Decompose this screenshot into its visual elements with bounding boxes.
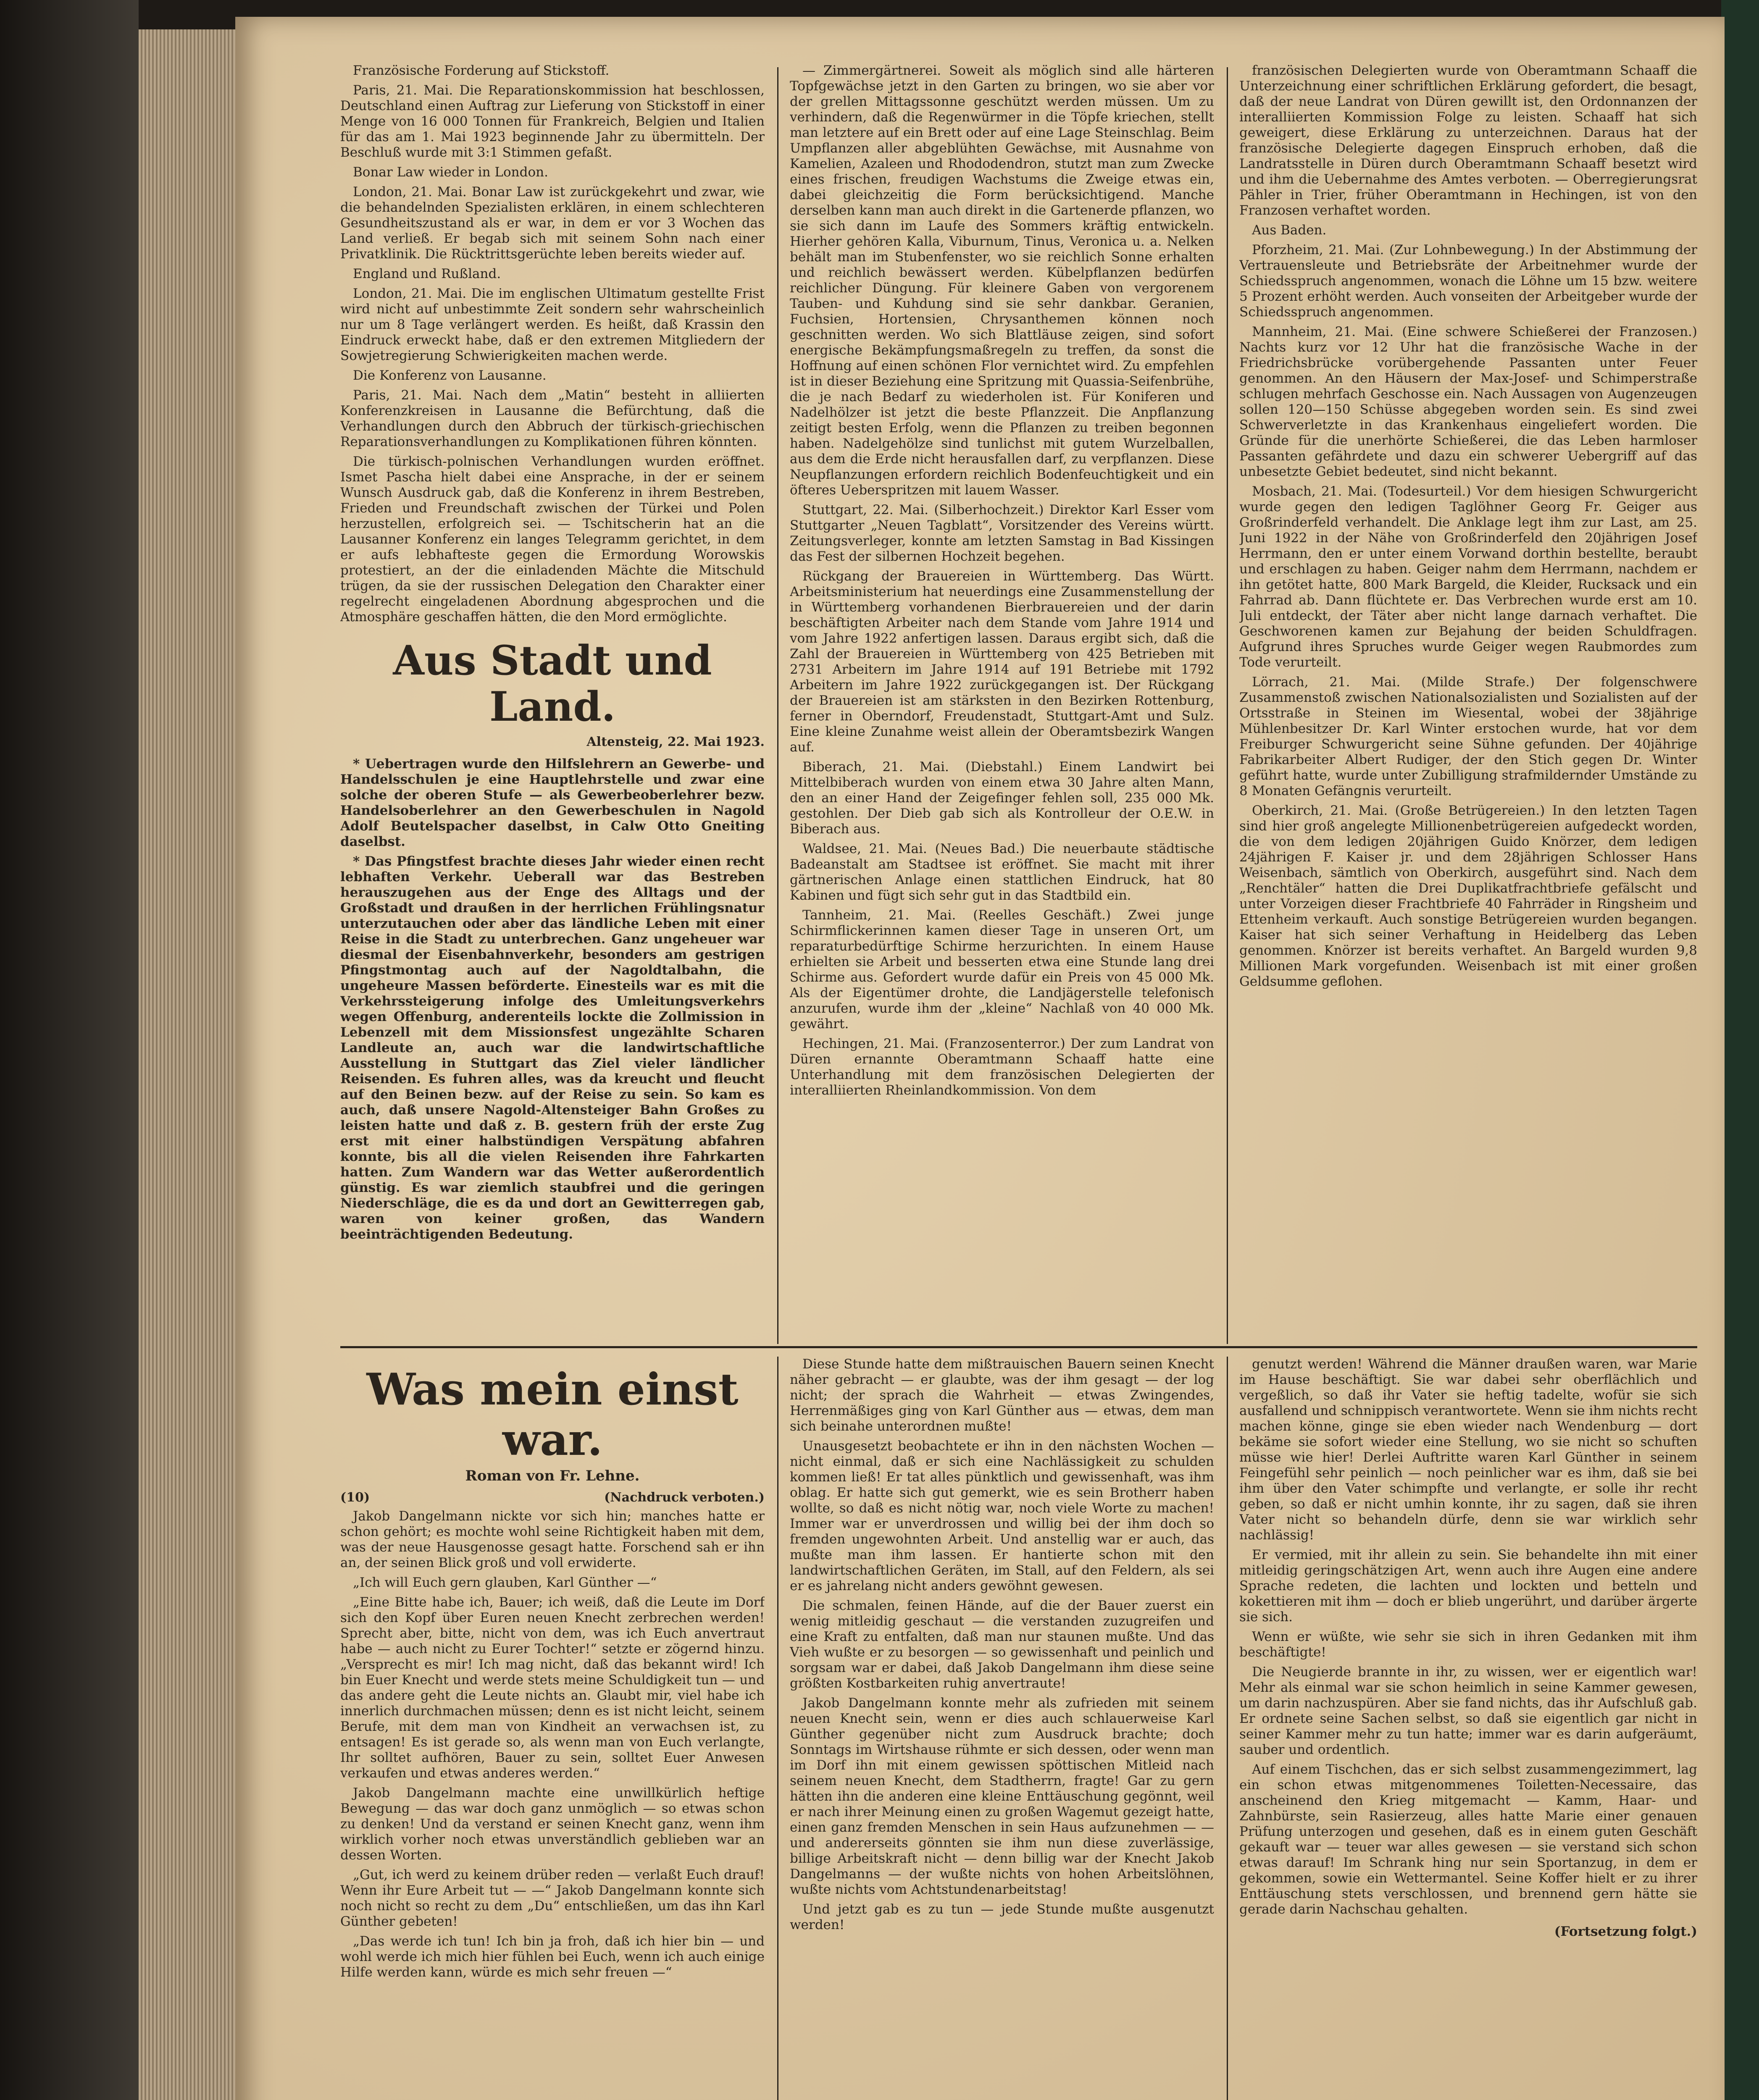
novel-author: Roman von Fr. Lehne. <box>465 1467 640 1484</box>
dateline: Altensteig, 22. Mai 1923. <box>586 735 765 749</box>
novel-paragraph: „Ich will Euch gern glauben, Karl Günther —“ <box>353 1575 657 1590</box>
column-3 <box>1239 63 1697 1340</box>
article-paragraph: Mannheim, 21. Mai. (Eine schwere Schießerei der Franzosen.) Nachts kurz vor 12 Uhr hat die französische Wache in der Friedrichsbrücke vorübergehende Passanten unter Feuer genommen. An den Häusern der Max-Josef- und Schimperstraße schlugen mehrfach Geschosse ein. Nach Aussagen von Augenzeugen sollen 120—150 Schüsse abgegeben worden sein. Es sind zwei Schwerverletzte in das Krankenhaus eingeliefert worden. Die Gründe für die unerhörte Schießerei, die das Leben harmloser Passanten gefährdete und dazu ein schwerer Uebergriff auf das unbesetzte Gebiet bedeutet, sind nicht bekannt. <box>1239 324 1697 479</box>
article-paragraph: * Uebertragen wurde den Hilfslehrern an Gewerbe- und Handelsschulen je eine Hauptlehrstelle und zwar eine solche der oberen Stufe — als Gewerbeoberlehrer bezw. Handelsoberlehrer an den Gewerbeschulen in Nagold Adolf Beutelspacher daselbst, in Calw Otto Gneiting daselbst. <box>340 756 765 849</box>
article-paragraph: Oberkirch, 21. Mai. (Große Betrügereien.) In den letzten Tagen sind hier groß angelegte Millionenbetrügereien aufgedeckt worden, die von dem ledigen 20jährigen Guido Knörzer, dem ledigen 24jährigen F. Kaiser jr. und dem 28jährigen Schlosser Hans Weisenbach, sämtlich von Oberkirch, ausgeführt sind. Nach dem „Renchtäler“ hatten die Drei Duplikatfrachtbriefe gefälscht und unter Vorzeigen dieser Frachtbriefe 40 Fahrräder in Ringsheim und Ettenheim verkauft. Auch sonstige Betrügereien wurden begangen. Kaiser hat sich seiner Verhaftung in Heidelberg das Leben genommen. Knörzer ist bereits verhaftet. An Bargeld wurden 9,8 Millionen Mark vorgefunden. Weisenbach ist mit einer großen Geldsumme geflohen. <box>1239 803 1697 989</box>
novel-paragraph: Diese Stunde hatte dem mißtrauischen Bauern seinen Knecht näher gebracht — er glaubte, was der ihm gesagt — der log nicht; der sprach die Wahrheit — etwas Zwingendes, Herrenmäßiges ging von Karl Günther aus — etwas, dem man sich beinahe unterordnen mußte! <box>790 1357 1214 1434</box>
novel-paragraph: Jakob Dangelmann nickte vor sich hin; manches hatte er schon gehört; es mochte wohl seine Richtigkeit haben mit dem, was der neue Hausgenosse gesagt hatte. Forschend sah er ihn an, der seinen Blick groß und voll erwiderte. <box>340 1509 765 1570</box>
novel-paragraph: Unausgesetzt beobachtete er ihn in den nächsten Wochen — nicht einmal, daß er sich eine Nachlässigkeit zu schulden kommen ließ! Er tat alles pünktlich und gewissenhaft, was ihm oblag. Er hatte sich gut gemerkt, wie es sein Brotherr haben wollte, so daß es nicht nötig war, noch viele Worte zu machen! Immer war er unverdrossen und willig bei der ihm doch so fremden ungewohnten Arbeit. Und anstellig war er auch, das mußte man ihm lassen. Er hantierte schon mit den landwirtschaftlichen Geräten, im Stall, auf den Feldern, als sei er es jahrelang nicht anders gewöhnt gewesen. <box>790 1438 1214 1593</box>
continuation-note: (Fortsetzung folgt.) <box>1554 1924 1697 1939</box>
novel-body-1 <box>340 1509 765 1980</box>
novel-body-3 <box>1239 1357 1697 1917</box>
article-paragraph: — Zimmergärtnerei. Soweit als möglich sind alle härteren Topfgewächse jetzt in den Garten zu bringen, wo sie aber vor der grellen Mittagssonne geschützt werden müssen. Um zu verhindern, daß die Regenwürmer in die Töpfe kriechen, stellt man letztere auf ein Brett oder auf eine Lage Steinschlag. Beim Umpflanzen aller abgeblühten Gewächse, mit Ausnahme von Kamelien, Azaleen und Rhododendron, stutzt man zum Zwecke eines frischen, freudigen Wachstums die Zweige etwas ein, dabei gleichzeitig die Form berücksichtigend. Manche derselben kann man auch direkt in die Gartenerde pflanzen, wo sie sich dann im Laufe des Sommers kräftig entwickeln. Hierher gehören Kalla, Viburnum, Tinus, Veronica u. a. Nelken behält man im Stubenfenster, wo sie reichlich Sonne erhalten und reichlich bewässert werden. Kübelpflanzen bedürfen reichlicher Düngung. Für kleinere Gaben von vergorenem Tauben- und Kuhdung sind sie sehr dankbar. Geranien, Fuchsien, Hortensien, Chrysanthemen können noch geschnitten werden. Wo sich Blattläuse zeigen, sind sofort energische Bekämpfungsmaßregeln zu treffen, da sonst die Hoffnung auf einen schönen Flor vernichtet wird. Zu empfehlen ist in dieser Beziehung eine Spritzung mit Quassia-Seifenbrühe, die je nach Bedarf zu wiederholen ist. Für Koniferen und Nadelhölzer ist jetzt die beste Pflanzzeit. Die Anpflanzung zeitigt besten Erfolg, wenn die Pflanzen zu treiben begonnen haben. Nadelgehölze sind tunlichst mit gutem Wurzelballen, aus dem die Erde nicht herausfallen darf, zu verpflanzen. Diese Neupflanzungen erfordern reichlich Bodenfeuchtigkeit und ein öfteres Ueberspritzen mit lauem Wasser. <box>790 63 1214 498</box>
book-binding <box>0 0 139 2100</box>
article-paragraph: französischen Delegierten wurde von Oberamtmann Schaaff die Unterzeichnung einer schriftlichen Erklärung gefordert, die besagt, daß der neue Landrat von Düren gewillt ist, den Ordonnanzen der interalliierten Kommission Folge zu leisten. Schaaff hat sich geweigert, diese Erklärung zu unterzeichnen. Daraus hat der französische Delegierte dagegen Einspruch erhoben, daß die Landratsstelle in Düren durch Oberamtmann Schaaff besetzt wird und ihm die Uebernahme des Amtes verboten. — Oberregierungsrat Pähler in Trier, früher Oberamtmann in Hechingen, ist von den Franzosen verhaftet worden. <box>1239 63 1697 218</box>
column-divider <box>777 1357 778 2100</box>
novel-meta <box>340 1490 765 1505</box>
column-1 <box>340 63 765 1340</box>
novel-paragraph: Und jetzt gab es zu tun — jede Stunde mußte ausgenutzt werden! <box>790 1902 1214 1932</box>
novel-column-3 <box>1239 1357 1697 2100</box>
article-paragraph: Bonar Law wieder in London. <box>353 165 548 180</box>
newspaper-page <box>235 17 1725 2100</box>
novel-paragraph: genutzt werden! Während die Männer draußen waren, war Marie im Hause beschäftigt. Sie war dabei sehr oberflächlich und vergeßlich, so daß ihr Vater sie heftig tadelte, wofür sie sich ausfallend und schnippisch verantwortete. Wenn sie ihm nichts recht machen könne, ginge sie eben wieder nach Wendenburg — dort bekäme sie sofort wieder eine Stellung, wo sie nicht so schuften müsse wie hier! Derlei Auftritte waren Karl Günther in seinem Feingefühl sehr peinlich — noch peinlicher war es ihm, daß sie bei ihm über den Vater schimpfte und verlangte, er solle ihr recht geben, so daß er nicht umhin konnte, ihr zu sagen, daß sie ihren Vater nicht so behandeln dürfe, denn sie war wirklich sehr nachlässig! <box>1239 1357 1697 1543</box>
horizontal-rule <box>340 1346 1697 1348</box>
novel-paragraph: Wenn er wüßte, wie sehr sie sich in ihren Gedanken mit ihm beschäftigte! <box>1239 1629 1697 1660</box>
article-paragraph: Stuttgart, 22. Mai. (Silberhochzeit.) Direktor Karl Esser vom Stuttgarter „Neuen Tagblatt“, Vorsitzender des Vereins württ. Zeitungsverleger, konnte am letzten Samstag in Bad Kissingen das Fest der silbernen Hochzeit begehen. <box>790 502 1214 564</box>
section-title-local: Aus Stadt und Land. <box>393 637 712 730</box>
article-paragraph: Waldsee, 21. Mai. (Neues Bad.) Die neuerbaute städtische Badeanstalt am Stadtsee ist eröffnet. Sie macht mit ihrer gärtnerischen Anlage einen stattlichen Eindruck, hat 80 Kabinen und fügt sich sehr gut in das Stadtbild ein. <box>790 841 1214 903</box>
article-paragraph: Paris, 21. Mai. Die Reparationskommission hat beschlossen, Deutschland einen Auftrag zur Lieferung von Stickstoff in einer Menge von 16 000 Tonnen für Frankreich, Belgien und Italien für das am 1. Mai 1923 beginnende Jahr zu übermitteln. Der Beschluß wurde mit 3:1 Stimmen gefaßt. <box>340 83 765 160</box>
article-paragraph: England und Rußland. <box>353 266 501 281</box>
novel-paragraph: Er vermied, mit ihr allein zu sein. Sie behandelte ihn mit einer mitleidig geringschätzigen Art, wenn auch ihre Augen eine andere Sprache redeten, die lachten und lockten und betteln und kokettieren mit ihm — doch er blieb ungerührt, und darüber ärgerte sie sich. <box>1239 1547 1697 1625</box>
adjacent-page-edge <box>1721 0 1759 2100</box>
article-paragraph: Die türkisch-polnischen Verhandlungen wurden eröffnet. Ismet Pascha hielt dabei eine Ansprache, in der er seinem Wunsch Ausdruck gab, daß die Konferenz in ihrem Bestreben, Frieden und Freundschaft zwischen der Türkei und Polen herzustellen, erfolgreich sei. — Tschitscherin hat an die Lausanner Konferenz ein langes Telegramm gerichtet, in dem er aufs lebhafteste gegen die Ermordung Worowskis protestiert, an der die einladenden Mächte die Mitschuld trügen, da sie der russischen Delegation den Charakter einer regelrecht eingeladenen Abordnung abgesprochen und die Atmosphäre geschaffen hätten, die den Mord ermöglichte. <box>340 454 765 625</box>
article-paragraph: London, 21. Mai. Die im englischen Ultimatum gestellte Frist wird nicht auf unbestimmte Zeit sondern sehr wahrscheinlich nur um 8 Tage verlängert werden. Es heißt, daß Krassin den Eindruck erweckt habe, daß er den extremen Mitgliedern der Sowjetregierung Schwierigkeiten machen werde. <box>340 286 765 363</box>
novel-paragraph: „Das werde ich tun! Ich bin ja froh, daß ich hier bin — und wohl werde ich mich hier fühlen bei Euch, wenn ich auch einige Hilfe werden kann, würde es mich sehr freuen —“ <box>340 1934 765 1980</box>
novel-paragraph: Jakob Dangelmann machte eine unwillkürlich heftige Bewegung — das war doch ganz unmöglich — so etwas schon zu denken! Und da verstand er seinen Knecht ganz, wenn ihm wirklich vorher noch etwas unverständlich geblieben war an dessen Worten. <box>340 1785 765 1863</box>
novel-paragraph: „Eine Bitte habe ich, Bauer; ich weiß, daß die Leute im Dorf sich den Kopf über Euren neuen Knecht zerbrechen werden! Sprecht aber, bitte, nicht von dem, was ich Euch anvertraut habe — auch nicht zu Eurer Tochter!“ setzte er zögernd hinzu. „Versprecht es mir! Ich mag nicht, daß das bekannt wird! Ich bin Euer Knecht und werde stets meine Schuldigkeit tun — und das andere geht die Leute nichts an. Glaubt mir, viel habe ich innerlich durchmachen müssen; denn es ist nicht leicht, seinem Berufe, mit dem man von Kindheit an verwachsen ist, zu entsagen! Es ist gerade so, als wenn man von Euch verlangte, Ihr solltet aufhören, Bauer zu sein, solltet Euer Anwesen verkaufen und etwas anderes werden.“ <box>340 1595 765 1781</box>
novel-paragraph: Die Neugierde brannte in ihr, zu wissen, wer er eigentlich war! Mehr als einmal war sie schon heimlich in seine Kammer gewesen, um darin nachzuspüren. Aber sie fand nichts, das ihr Aufschluß gab. Er ordnete seine Sachen selbst, so daß sie eigentlich gar nicht in seiner Kammer mehr zu tun hatte; immer war es darin aufgeräumt, sauber und ordentlich. <box>1239 1664 1697 1757</box>
column-divider <box>1227 1357 1228 2100</box>
article-paragraph: Hechingen, 21. Mai. (Franzosenterror.) Der zum Landrat von Düren ernannte Oberamtmann Schaaff hatte eine Unterhandlung mit dem französischen Delegierten der interalliierten Rheinlandkommission. Von dem <box>790 1036 1214 1098</box>
political-news <box>340 63 765 625</box>
novel-paragraph: Die schmalen, feinen Hände, auf die der Bauer zuerst ein wenig mitleidig geschaut — die verstanden zuzugreifen und eine Kraft zu entfalten, daß man nur staunen mußte. Und das Vieh wußte er zu besorgen — so gewissenhaft und peinlich und sorgsam war er dabei, daß Jakob Dangelmann ihm diese seine größten Kostbarkeiten ruhig anvertraute! <box>790 1598 1214 1691</box>
novel-column-1 <box>340 1357 765 2100</box>
article-paragraph: Mosbach, 21. Mai. (Todesurteil.) Vor dem hiesigen Schwurgericht wurde gegen den ledigen Taglöhner Georg Fr. Geiger aus Großrinderfeld verhandelt. Die Anklage legt ihm zur Last, am 25. Juni 1922 in der Nähe von Großrinderfeld den 20jährigen Josef Herrmann, den er unter einem Vorwand dorthin bestellte, beraubt und erschlagen zu haben. Geiger nahm dem Herrmann, nachdem er ihn getötet hatte, 800 Mark Bargeld, die Kleider, Rucksack und ein Fahrrad ab. Dann flüchtete er. Das Verbrechen wurde erst am 10. Juli entdeckt, der Täter aber nicht lange darnach verhaftet. Die Geschworenen kamen zur Bejahung der beiden Schuldfragen. Aufgrund ihres Spruches wurde Geiger wegen Raubmordes zum Tode verurteilt. <box>1239 484 1697 670</box>
novel-paragraph: „Gut, ich werd zu keinem drüber reden — verlaßt Euch drauf! Wenn ihr Eure Arbeit tut — —“ Jakob Dangelmann konnte sich noch nicht so recht zu dem „Du“ entschließen, um das ihn Karl Günther gebeten! <box>340 1867 765 1929</box>
column-2 <box>790 63 1214 1340</box>
article-paragraph: Aus Baden. <box>1252 223 1327 238</box>
novel-title: Was mein einst war. <box>366 1363 739 1465</box>
novel-column-2 <box>790 1357 1214 2100</box>
article-paragraph: Rückgang der Brauereien in Württemberg. Das Württ. Arbeitsministerium hat neuerdings eine Zusammenstellung der in Württemberg vorhandenen Bierbrauereien und der darin beschäftigten Arbeiter nach dem Stande vom Jahre 1914 und vom Jahre 1922 anfertigen lassen. Daraus ergibt sich, daß die Zahl der Brauereien in Württemberg von 425 Betrieben mit 2731 Arbeitern im Jahre 1914 auf 191 Betriebe mit 1792 Arbeitern im Jahre 1922 zurückgegangen ist. Der Rückgang der Brauereien ist am stärksten in den Bezirken Rottenburg, ferner in Oberndorf, Freudenstadt, Stuttgart-Amt und Sulz. Eine kleine Zunahme weist allein der Oberamtsbezirk Wangen auf. <box>790 569 1214 755</box>
reprint-note: (Nachdruck verboten.) <box>604 1490 765 1505</box>
article-paragraph: * Das Pfingstfest brachte dieses Jahr wieder einen recht lebhaften Verkehr. Ueberall war das Bestreben herauszugehen aus der Enge des Alltags und der Großstadt und draußen in der herrlichen Frühlingsnatur unterzutauchen oder aber das ländliche Leben mit einer Reise in die Stadt zu unterbrechen. Ganz ungeheuer war diesmal der Eisenbahnverkehr, besonders am gestrigen Pfingstmontag auch auf der Nagoldtalbahn, die ungeheure Massen beförderte. Einesteils war es mit die Verkehrssteigerung infolge des Umleitungsverkehrs wegen Offenburg, anderenteils lockte die Zollmission in Lebenzell mit dem Missionsfest ungezählte Scharen Landleute an, auch war die landwirtschaftliche Ausstellung in Stuttgart das Ziel vieler ländlicher Reisenden. Es fuhren alles, was da kreucht und fleucht auf den Beinen bezw. auf der Reise zu sein. So kam es auch, daß unsere Nagold-Altensteiger Bahn Großes zu leisten hatte und daß z. B. gestern früh der erste Zug erst mit einer halbstündigen Verspätung abfahren konnte, bis all die vielen Reisenden ihre Fahrkarten hatten. Zum Wandern war das Wetter außerordentlich günstig. Es war ziemlich staubfrei und die geringen Niederschläge, die es da und dort an Gewitterregen gab, waren von keiner großen, das Wandern beeinträchtigenden Bedeutung. <box>340 854 765 1242</box>
local-news <box>340 756 765 1242</box>
column-divider <box>777 67 778 1344</box>
article-paragraph: Lörrach, 21. Mai. (Milde Strafe.) Der folgenschwere Zusammenstoß zwischen Nationalsozialisten und Sozialisten auf der Ortsstraße in Steinen im Wiesental, wobei der 38jährige Mühlenbesitzer Dr. Karl Winter erstochen wurde, hat vor dem Freiburger Schwurgericht seine Sühne gefunden. Der 40jährige Fabrikarbeiter Albert Rudiger, der den Stich gegen Dr. Winter geführt hatte, wurde unter Zubilligung strafmildernder Umstände zu 8 Monaten Gefängnis verurteilt. <box>1239 675 1697 798</box>
installment-number: (10) <box>340 1490 370 1505</box>
novel-paragraph: Auf einem Tischchen, das er sich selbst zusammengezimmert, lag ein schon etwas mitgenommenes Toiletten-Necessaire, das anscheinend den Krieg mitgemacht — Kamm, Haar- und Zahnbürste, sein Rasierzeug, alles hatte Marie einer genauen Prüfung unterzogen und gesehen, daß es in einem guten Geschäft gekauft war — teuer war alles gewesen — sie verstand sich schon etwas darauf! Im Schrank hing nur sein Sportanzug, in dem er gekommen, sowie ein Wettermantel. Seine Koffer hielt er zu ihrer Enttäuschung stets verschlossen, und brennend gern hätte sie gerade darin Nachschau gehalten. <box>1239 1762 1697 1917</box>
article-paragraph: Tannheim, 21. Mai. (Reelles Geschäft.) Zwei junge Schirmflickerinnen kamen dieser Tage in unseren Ort, um reparaturbedürftige Schirme herzurichten. In einem Hause erhielten sie Arbeit und besserten etwa eine Stunde lang drei Schirme aus. Gefordert wurde dafür ein Preis von 45 000 Mk. Als der Eigentümer drohte, die Landjägerstelle telefonisch anzurufen, wurde ihm der „kleine“ Nachlaß von 40 000 Mk. gewährt. <box>790 908 1214 1032</box>
novel-paragraph: Jakob Dangelmann konnte mehr als zufrieden mit seinem neuen Knecht sein, wenn er dies auch schlauerweise Karl Günther gegenüber nicht zum Ausdruck brachte; doch Sonntags im Wirtshause rühmte er sich dessen, oder wenn man im Dorf ihn mit einem gewissen spöttischen Mitleid nach seinem neuen Knecht, dem Stadtherrn, fragte! Gar zu gern hätten ihn die anderen eine kleine Enttäuschung gegönnt, weil er nach ihrer Meinung einen zu großen Wagemut gezeigt hatte, einen ganz fremden Menschen in sein Haus aufzunehmen — — und andererseits gönnten sie ihm nun diese zuverlässige, billige Arbeitskraft nicht — denn billig war der Knecht Jakob Dangelmanns — der wußte nichts von hohen Arbeitslöhnen, wußte nichts vom Achtstundenarbeitstag! <box>790 1696 1214 1897</box>
article-paragraph: Paris, 21. Mai. Nach dem „Matin“ besteht in alliierten Konferenzkreisen in Lausanne die Befürchtung, daß die Verhandlungen durch den Abbruch der türkisch-griechischen Reparationsverhandlungen zu Komplikationen führen könnten. <box>340 388 765 449</box>
article-paragraph: Französische Forderung auf Stickstoff. <box>353 63 610 78</box>
article-paragraph: Biberach, 21. Mai. (Diebstahl.) Einem Landwirt bei Mittelbiberach wurden von einem etwa 30 Jahre alten Mann, den an einer Hand der Zeigefinger fehlen soll, 235 000 Mk. gestohlen. Der Dieb gab sich als Kontrolleur der O.E.W. in Biberach aus. <box>790 759 1214 837</box>
article-paragraph: London, 21. Mai. Bonar Law ist zurückgekehrt und zwar, wie die behandelnden Spezialisten erklären, in einem schlechteren Gesundheitszustand als er war, in dem er vor 3 Wochen das Land verließ. Er begab sich mit seinem Sohn nach einer Privatklinik. Die Rücktrittsgerüchte leben bereits wieder auf. <box>340 184 765 262</box>
book-page-edges <box>139 29 248 2100</box>
column-divider <box>1227 67 1228 1344</box>
article-paragraph: Pforzheim, 21. Mai. (Zur Lohnbewegung.) In der Abstimmung der Vertrauensleute und Betriebsräte der Arbeitnehmer wurde der Schiedsspruch angenommen, wonach die Löhne um 15 bzw. weitere 5 Prozent erhöht werden. Auch vonseiten der Arbeitgeber wurde der Schiedsspruch angenommen. <box>1239 242 1697 320</box>
article-paragraph: Die Konferenz von Lausanne. <box>353 368 547 383</box>
